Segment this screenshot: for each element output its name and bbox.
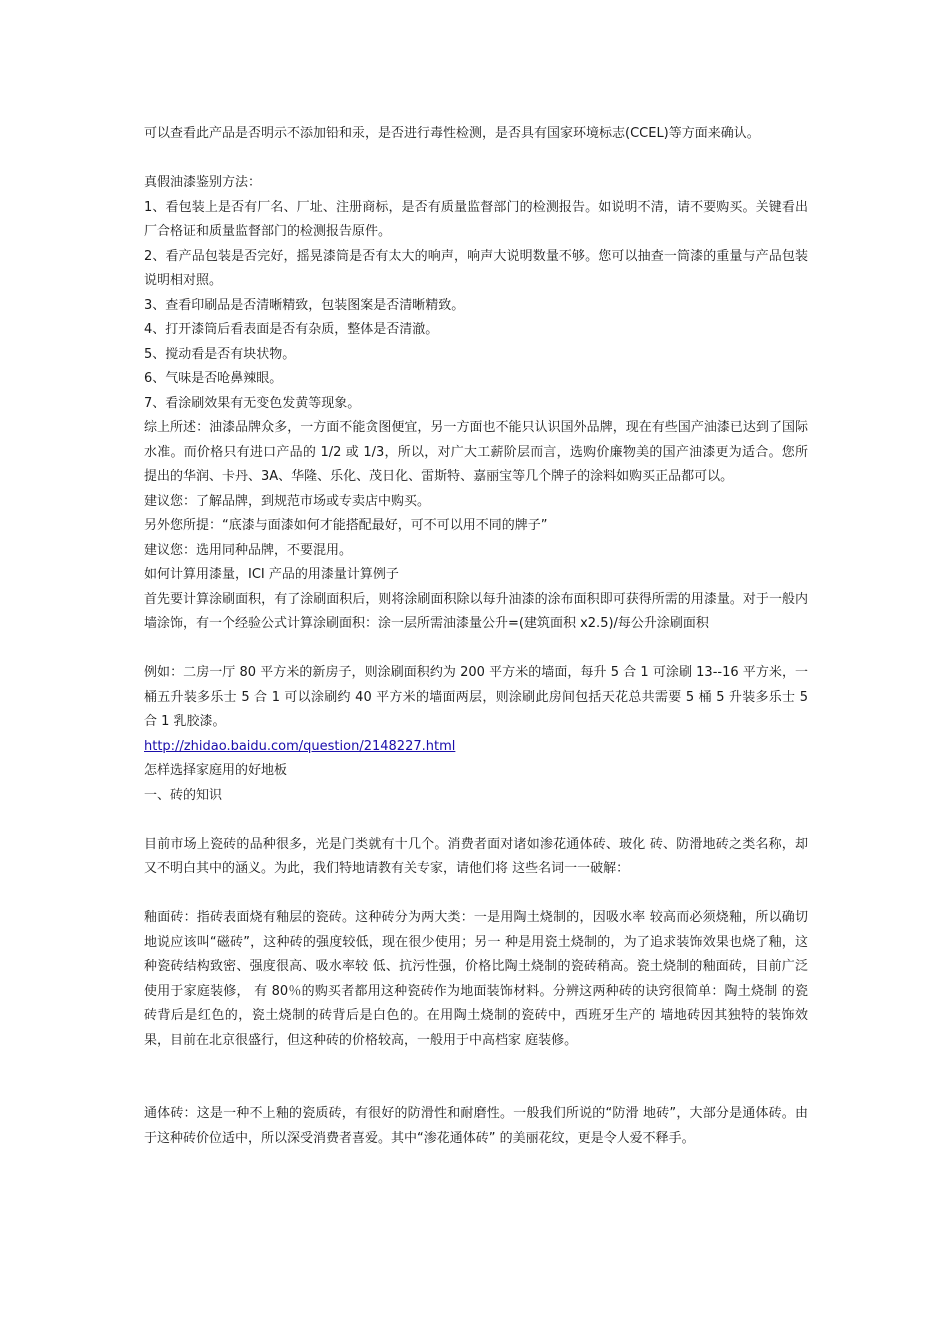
paint-step-4: 4、打开漆筒后看表面是否有杂质，整体是否清澈。: [144, 322, 439, 337]
spacer: [144, 1053, 808, 1078]
glazed-tile-paragraph: 釉面砖：指砖表面烧有釉层的瓷砖。这种砖分为两大类：一是用陶土烧制的，因吸水率 较高而必须烧釉，所以确切地说应该叫“磁砖”，这种砖的强度较低，现在很少使用；另一 种是用瓷土烧制的，为了追求装饰效果也烧了釉，这种瓷砖结构致密、强度很高、吸水率较 低、抗污性强，价格比陶土烧制的瓷砖稍高。瓷土烧制的釉面砖，目前广泛使用于家庭装修， 有 80％的购买者都用这种瓷砖作为地面装饰材料。分辨这两种砖的诀窍很简单：陶土烧制 的瓷砖背后是红色的，瓷土烧制的砖背后是白色的。在用陶土烧制的瓷砖中，西班牙生产的 墙地砖因其独特的装饰效果，目前在北京很盛行，但这种砖的价格较高，一般用于中高档家 庭装修。: [144, 910, 808, 1048]
spacer: [144, 882, 808, 907]
spacer: [144, 808, 808, 833]
summary-paragraph: 综上所述：油漆品牌众多，一方面不能贪图便宜，另一方面也不能只认识国外品牌，现在有些国产油漆已达到了国际水准。而价格只有进口产品的 1/2 或 1/3，所以，对广大工薪阶层而言，选购价廉物美的国产油漆更为适合。您所提出的华润、卡丹、3A、华隆、乐化、茂日化、雷斯特、嘉丽宝等几个牌子的涂料如购买正品都可以。: [144, 420, 808, 484]
paint-step-5: 5、搅动看是否有块状物。: [144, 346, 296, 362]
calc-body: 首先要计算涂刷面积，有了涂刷面积后，则将涂刷面积除以每升油漆的涂布面积即可获得所需的用漆量。对于一般内墙涂饰，有一个经验公式计算涂刷面积：涂一层所需油漆量公升=(建筑面积 x2.5)/每公升涂刷面积: [144, 591, 808, 631]
document-body: [144, 122, 808, 1151]
spacer: [144, 147, 808, 172]
tile-section-heading: 一、砖的知识: [144, 787, 223, 803]
floor-title: 怎样选择家庭用的好地板: [144, 763, 288, 778]
paint-step-3: 3、查看印刷品是否清晰精致，包装图案是否清晰精致。: [144, 297, 465, 313]
spacer: [144, 637, 808, 662]
fullbody-tile-paragraph: 通体砖：这是一种不上釉的瓷质砖，有很好的防滑性和耐磨性。一般我们所说的“防滑 地砖”，大部分是通体砖。由于这种砖价位适中，所以深受消费者喜爱。其中“渗花通体砖” 的美丽花纹，更是令人爱不释手。: [144, 1106, 808, 1146]
advice-paragraph-1: 建议您：了解品牌，到规范市场或专卖店中购买。: [144, 493, 431, 509]
advice-paragraph-2: 建议您：选用同种品牌，不要混用。: [144, 542, 353, 558]
paint-step-7: 7、看涂刷效果有无变色发黄等现象。: [144, 395, 361, 411]
spacer: [144, 1078, 808, 1103]
calc-title: 如何计算用漆量，ICI 产品的用漆量计算例子: [144, 567, 399, 582]
paint-step-1: 1、看包装上是否有厂名、厂址、注册商标，是否有质量监督部门的检测报告。如说明不清，请不要购买。关键看出厂合格证和质量监督部门的检测报告原件。: [144, 199, 808, 239]
tile-intro-paragraph: 目前市场上瓷砖的品种很多，光是门类就有十几个。消费者面对诸如渗花通体砖、玻化 砖、防滑地砖之类名称，却又不明白其中的涵义。为此，我们特地请教有关专家，请他们将 这些名词一一破解：: [144, 836, 808, 876]
paint-heading: 真假油漆鉴别方法：: [144, 175, 262, 190]
paint-step-6: 6、气味是否呛鼻辣眼。: [144, 371, 283, 386]
question-paragraph: 另外您所提：“底漆与面漆如何才能搭配最好，可不可以用不同的牌子”: [144, 518, 548, 533]
example-paragraph: 例如：二房一厅 80 平方米的新房子，则涂刷面积约为 200 平方米的墙面，每升 5 合 1 可涂刷 13--16 平方米，一桶五升装多乐士 5 合 1 可以涂刷约 40 平方米的墙面两层，则涂刷此房间包括天花总共需要 5 桶 5 升装多乐士 5 合 1 乳胶漆。: [144, 665, 808, 729]
source-link-line: [144, 735, 808, 760]
source-link[interactable]: http://zhidao.baidu.com/question/2148227.html: [144, 738, 456, 754]
paint-step-2: 2、看产品包装是否完好，摇晃漆筒是否有太大的响声，响声大说明数量不够。您可以抽查一筒漆的重量与产品包装说明相对照。: [144, 248, 808, 288]
intro-paragraph: 可以查看此产品是否明示不添加铅和汞，是否进行毒性检测，是否具有国家环境标志(CCEL)等方面来确认。: [144, 126, 760, 141]
